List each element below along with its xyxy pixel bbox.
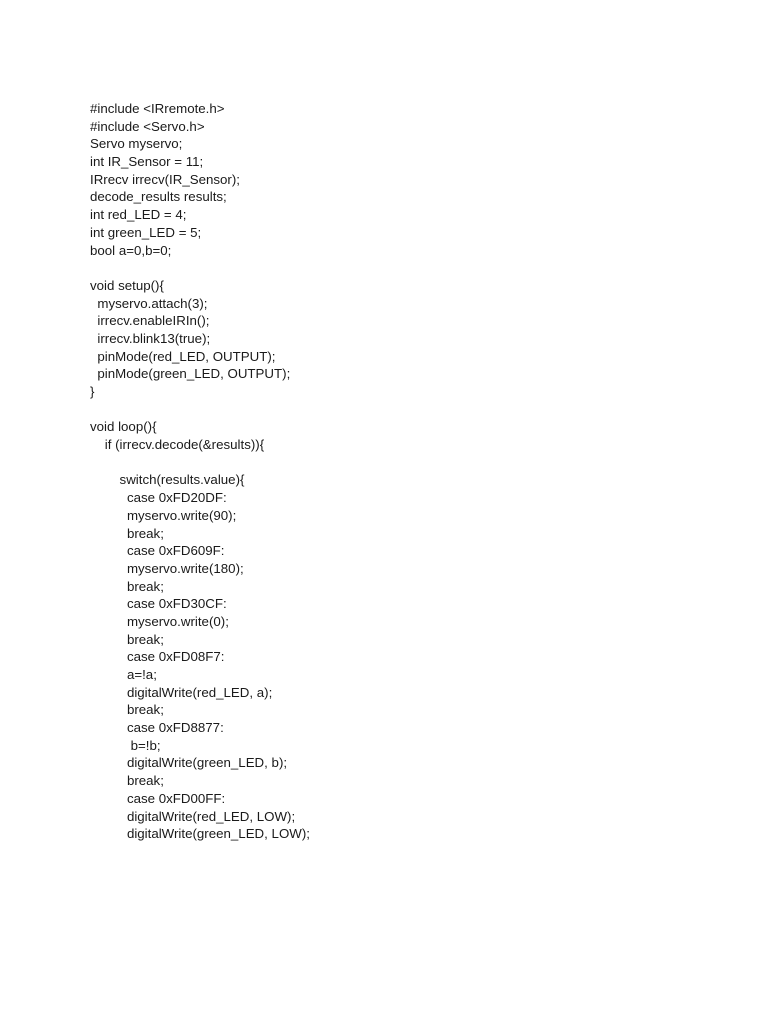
code-line: if (irrecv.decode(&results)){ <box>90 437 265 453</box>
code-line: case 0xFD08F7: <box>90 649 225 665</box>
code-line: irrecv.enableIRIn(); <box>90 313 210 329</box>
code-line: b=!b; <box>90 737 161 753</box>
code-line: switch(results.value){ <box>90 472 245 488</box>
code-line <box>90 454 310 472</box>
code-line: int red_LED = 4; <box>90 207 187 223</box>
code-line: myservo.write(0); <box>90 613 229 629</box>
code-line: pinMode(red_LED, OUTPUT); <box>90 348 276 364</box>
code-line: decode_results results; <box>90 189 227 205</box>
code-line: break; <box>90 773 164 789</box>
code-listing <box>90 100 310 843</box>
code-line: } <box>90 384 95 399</box>
code-line: bool a=0,b=0; <box>90 242 172 258</box>
code-line <box>90 259 310 277</box>
code-line: pinMode(green_LED, OUTPUT); <box>90 366 291 382</box>
code-line: case 0xFD30CF: <box>90 596 227 612</box>
code-line: a=!a; <box>90 667 157 682</box>
code-line: digitalWrite(red_LED, LOW); <box>90 808 296 824</box>
code-line: case 0xFD00FF: <box>90 790 226 806</box>
code-line: #include <IRremote.h> <box>90 101 225 116</box>
code-line: int IR_Sensor = 11; <box>90 154 204 170</box>
code-line: irrecv.blink13(true); <box>90 330 211 346</box>
code-line: digitalWrite(green_LED, b); <box>90 755 288 771</box>
code-line: myservo.attach(3); <box>90 295 208 311</box>
code-line: #include <Servo.h> <box>90 118 205 134</box>
code-line <box>90 401 310 419</box>
code-line: void setup(){ <box>90 277 164 293</box>
code-line: break; <box>90 525 164 541</box>
code-line: case 0xFD20DF: <box>90 490 227 506</box>
code-line: myservo.write(90); <box>90 507 237 523</box>
code-line: digitalWrite(green_LED, LOW); <box>90 826 310 842</box>
code-line: myservo.write(180); <box>90 560 244 576</box>
code-line: Servo myservo; <box>90 136 183 152</box>
code-line: case 0xFD609F: <box>90 543 225 559</box>
code-line: IRrecv irrecv(IR_Sensor); <box>90 171 240 187</box>
code-line: break; <box>90 578 164 594</box>
code-line: digitalWrite(red_LED, a); <box>90 684 273 700</box>
code-line: break; <box>90 702 164 718</box>
code-line: int green_LED = 5; <box>90 224 202 240</box>
code-line: case 0xFD8877: <box>90 720 224 736</box>
code-line: void loop(){ <box>90 419 157 435</box>
code-line: break; <box>90 631 164 647</box>
